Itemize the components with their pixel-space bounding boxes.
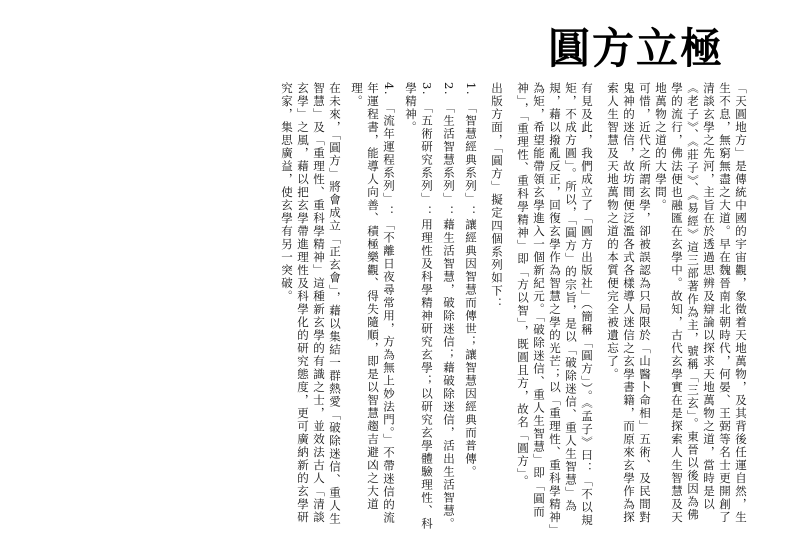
series-list — [349, 82, 479, 532]
list-item-text: 「生活智慧系列」：藉生活智慧，破除迷信；藉破除迷信，活出生活智慧。 — [442, 101, 456, 531]
paragraph-publishing: 出版方面，「圓方」擬定四個系列如下： — [490, 82, 504, 311]
paragraph-intro: 「天圓地方」是傳統中國的宇宙觀，象徵着天地萬物，及其背後任運自然，生生不息，無窮無盡之大道。早在魏晉南北朝時代，何晏、王弼等名士更開創了清談玄學之先河，主旨在於透過思辨及辯論以探求天地萬物之道，當時是以《老子》、《莊子》、《易經》這三部著作為主，號稱「三玄」。東晉以後因為佛學的流行，佛法便也融匯在玄學中。故知，古代玄學實在是探索人生智慧及天地萬物之道的大學問。 — [654, 82, 748, 524]
list-item — [403, 82, 435, 532]
list-item — [349, 82, 397, 532]
list-item-number: 4. — [382, 82, 396, 96]
paragraph-modern-misconception: 可惜，近代之所謂玄學，卻被誤認為只局限於「山醫卜命相」五術、及民間對鬼神的迷信，故坊間便泛濫各式各樣導人迷信之玄學書籍，而原來玄學作為探索人生智慧及天地萬物之道的本質便完全被遺忘了。 — [606, 82, 652, 524]
list-item — [463, 82, 479, 532]
paragraph-future: 在未來，「圓方」將會成立「正玄會」，藉以集結一群熱愛「破除迷信、重人生智慧」及「重理性、重科學精神」這種新玄學的有識之士，並效法古人「清談玄學」之風，藉以把玄學帶進理性及科學化的研究態度，更可廣納新的玄學研究家，集思廣益，使玄學有另一突破。 — [280, 82, 342, 526]
paragraph-founding: 有見及此，我們成立了「圓方出版社」（簡稱「圓方」）。《孟子》曰：「不以規矩，不成方圓」。所以，「圓方」的宗旨，是以「破除迷信、重人生智慧」為規，藉以撥亂反正，回復玄學作為智慧之學的光芒；以「重理性、重科學精神」為矩，希望能帶領玄學進入一個新紀元。「破除迷信、重人生智慧」即「圓而神」，「重理性、重科學精神」即「方以智」，既圓且方，故名「圓方」。 — [516, 82, 594, 532]
list-item-text: 「智慧經典系列」：讓經典因智慧而傳世；讓智慧因經典而普傳。 — [464, 101, 478, 479]
preface-body — [44, 82, 749, 532]
list-item-number: 1. — [464, 82, 478, 96]
list-item-number: 3. — [420, 82, 434, 96]
list-item-text: 「五術研究系列」：用理性及科學精神研究玄學；以研究玄學體驗理性、科學精神。 — [404, 82, 434, 531]
list-item-text: 「流年運程系列」：「不離日夜尋常用，方為無上妙法門。」不帶迷信的流年運程書，能導人向善、積極樂觀、得失隨順，即是以智慧趨吉避凶之大道理。 — [350, 82, 396, 525]
list-item-number: 2. — [442, 82, 456, 96]
list-item — [441, 82, 457, 532]
page-title: 圓方立極 — [548, 24, 725, 73]
